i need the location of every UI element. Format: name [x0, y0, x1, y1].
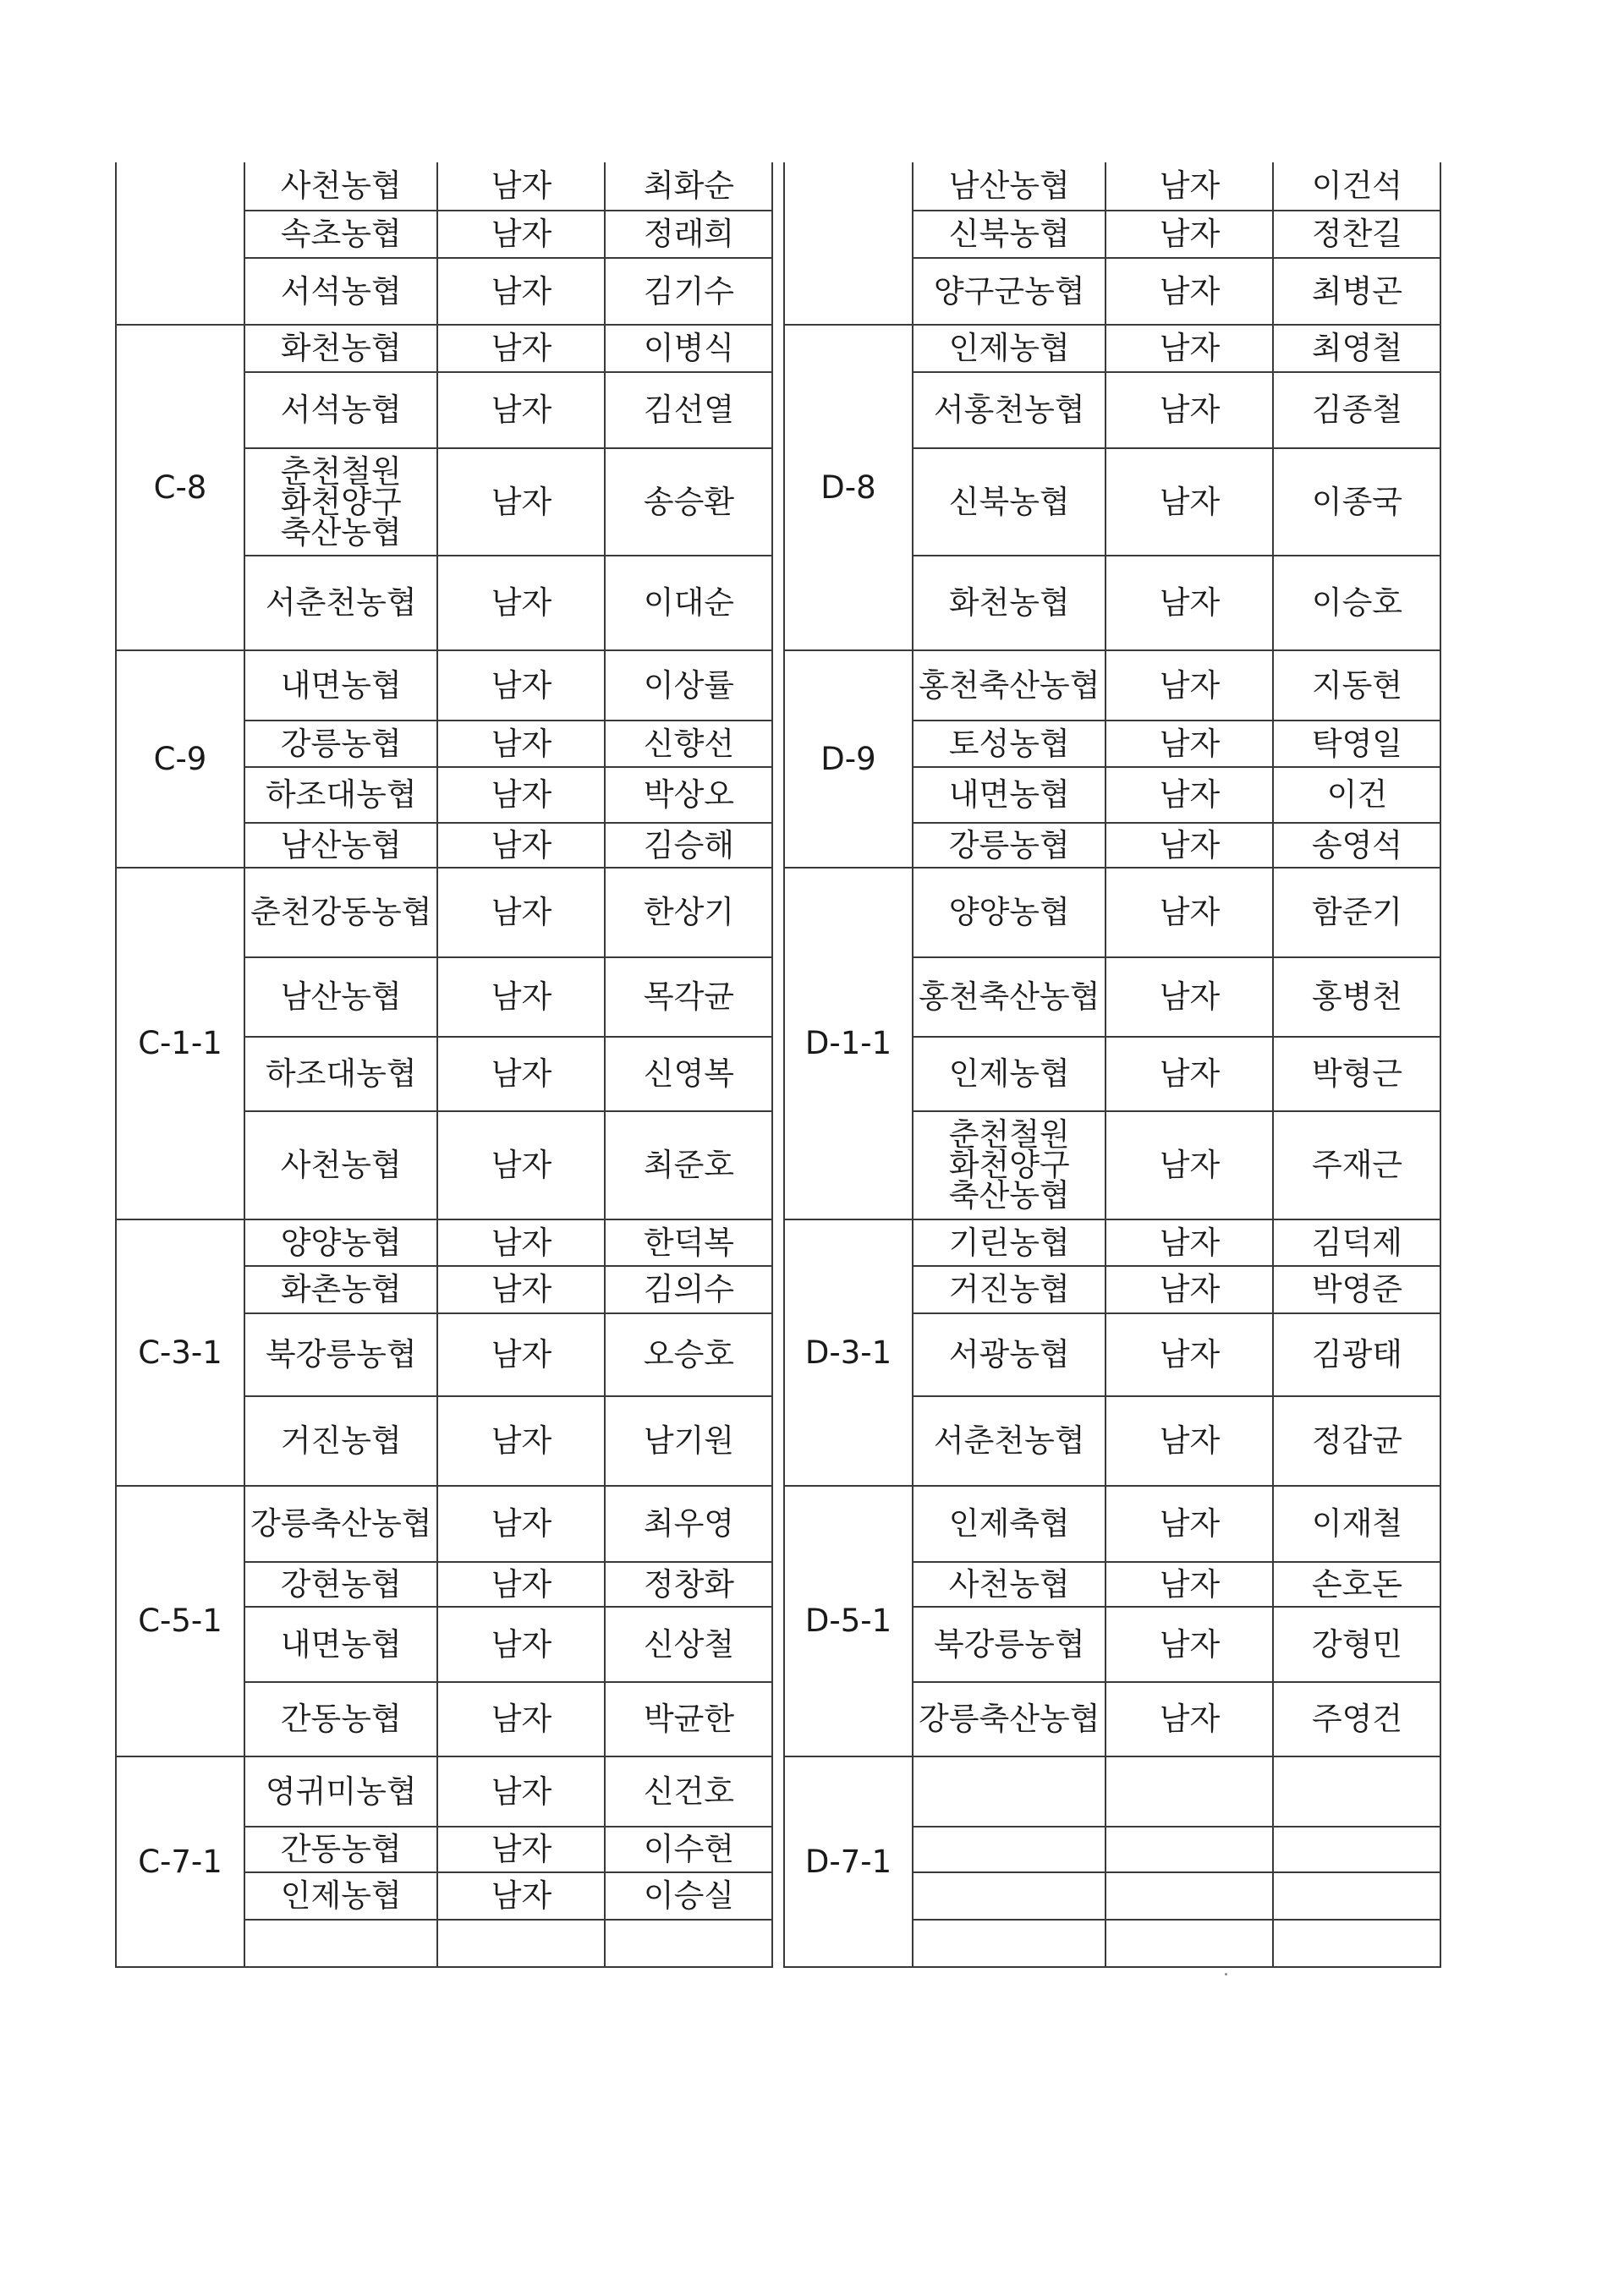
org-cell: 인제축협 — [913, 1486, 1106, 1562]
name-cell: 최병곤 — [1273, 258, 1440, 325]
group-label: C-8 — [116, 325, 244, 650]
org-cell: 양양농협 — [913, 868, 1106, 957]
gender-cell: 남자 — [437, 325, 605, 372]
name-cell: 이승호 — [1273, 556, 1440, 650]
name-cell: 이종국 — [1273, 448, 1440, 556]
org-cell: 강릉축산농협 — [913, 1682, 1106, 1756]
gender-cell: 남자 — [437, 957, 605, 1037]
org-cell: 서홍천농협 — [913, 372, 1106, 448]
org-cell: 서석농협 — [244, 372, 437, 448]
group-label: D-7-1 — [784, 1756, 913, 1967]
org-cell: 춘천철원 화천양구 축산농협 — [913, 1111, 1106, 1219]
gender-cell: 남자 — [1106, 1396, 1273, 1486]
gender-cell: 남자 — [437, 823, 605, 868]
gender-cell: 남자 — [437, 650, 605, 721]
gender-cell — [437, 1920, 605, 1967]
group-label — [116, 162, 244, 325]
name-cell: 홍병천 — [1273, 957, 1440, 1037]
org-cell: 거진농협 — [913, 1266, 1106, 1313]
name-cell: 이건 — [1273, 767, 1440, 823]
table-row — [784, 1486, 1440, 1562]
org-cell: 간동농협 — [244, 1682, 437, 1756]
gender-cell: 남자 — [1106, 1219, 1273, 1266]
org-cell: 화천농협 — [244, 325, 437, 372]
name-cell: 김기수 — [605, 258, 772, 325]
gender-cell: 남자 — [1106, 258, 1273, 325]
gender-cell: 남자 — [437, 721, 605, 767]
name-cell: 신향선 — [605, 721, 772, 767]
org-cell: 사천농협 — [244, 1111, 437, 1219]
name-cell: 박영준 — [1273, 1266, 1440, 1313]
name-cell: 탁영일 — [1273, 721, 1440, 767]
name-cell: 정찬길 — [1273, 211, 1440, 258]
org-cell: 기린농협 — [913, 1219, 1106, 1266]
org-cell: 사천농협 — [913, 1562, 1106, 1607]
name-cell: 한상기 — [605, 868, 772, 957]
name-cell: 이재철 — [1273, 1486, 1440, 1562]
gender-cell: 남자 — [1106, 372, 1273, 448]
name-cell: 이대순 — [605, 556, 772, 650]
org-cell: 강릉농협 — [244, 721, 437, 767]
table-row — [116, 325, 772, 372]
gender-cell — [1106, 1756, 1273, 1827]
name-cell: 정갑균 — [1273, 1396, 1440, 1486]
gender-cell: 남자 — [1106, 767, 1273, 823]
group-label: D-3-1 — [784, 1219, 913, 1486]
name-cell: 남기원 — [605, 1396, 772, 1486]
gender-cell: 남자 — [437, 211, 605, 258]
table-row — [784, 325, 1440, 372]
table-row — [784, 1219, 1440, 1266]
gender-cell: 남자 — [1106, 556, 1273, 650]
name-cell: 오승호 — [605, 1313, 772, 1396]
name-cell: 박상오 — [605, 767, 772, 823]
group-label: C-7-1 — [116, 1756, 244, 1967]
org-cell: 신북농협 — [913, 211, 1106, 258]
name-cell — [1273, 1756, 1440, 1827]
name-cell: 이승실 — [605, 1872, 772, 1920]
name-cell: 최우영 — [605, 1486, 772, 1562]
gender-cell: 남자 — [1106, 448, 1273, 556]
org-cell: 내면농협 — [244, 650, 437, 721]
org-cell: 남산농협 — [244, 823, 437, 868]
name-cell: 김종철 — [1273, 372, 1440, 448]
name-cell: 강형민 — [1273, 1607, 1440, 1682]
gender-cell: 남자 — [1106, 1037, 1273, 1111]
group-label: C-1-1 — [116, 868, 244, 1219]
name-cell: 김덕제 — [1273, 1219, 1440, 1266]
org-cell — [913, 1920, 1106, 1967]
org-cell: 내면농협 — [913, 767, 1106, 823]
org-cell: 양양농협 — [244, 1219, 437, 1266]
gender-cell: 남자 — [437, 1562, 605, 1607]
gender-cell: 남자 — [437, 448, 605, 556]
table-row — [116, 1756, 772, 1827]
name-cell: 주영건 — [1273, 1682, 1440, 1756]
gender-cell: 남자 — [1106, 1486, 1273, 1562]
gender-cell: 남자 — [437, 1756, 605, 1827]
org-cell: 간동농협 — [244, 1827, 437, 1872]
table-row — [784, 162, 1440, 211]
gender-cell: 남자 — [1106, 1562, 1273, 1607]
name-cell: 함준기 — [1273, 868, 1440, 957]
org-cell: 속초농협 — [244, 211, 437, 258]
org-cell: 남산농협 — [913, 162, 1106, 211]
name-cell: 박형근 — [1273, 1037, 1440, 1111]
org-cell — [913, 1872, 1106, 1920]
name-cell — [1273, 1872, 1440, 1920]
org-cell: 화촌농협 — [244, 1266, 437, 1313]
gender-cell: 남자 — [1106, 823, 1273, 868]
table-row — [116, 162, 772, 211]
name-cell: 박균한 — [605, 1682, 772, 1756]
org-cell — [244, 1920, 437, 1967]
org-cell: 강릉축산농협 — [244, 1486, 437, 1562]
name-cell: 최화순 — [605, 162, 772, 211]
left-bracket-table — [115, 162, 773, 1968]
name-cell: 신상철 — [605, 1607, 772, 1682]
name-cell: 김의수 — [605, 1266, 772, 1313]
gender-cell: 남자 — [1106, 957, 1273, 1037]
org-cell: 인제농협 — [913, 325, 1106, 372]
org-cell: 북강릉농협 — [244, 1313, 437, 1396]
name-cell: 주재근 — [1273, 1111, 1440, 1219]
name-cell: 이병식 — [605, 325, 772, 372]
group-label: C-3-1 — [116, 1219, 244, 1486]
gender-cell — [1106, 1920, 1273, 1967]
name-cell: 정래희 — [605, 211, 772, 258]
table-row — [116, 868, 772, 957]
org-cell: 서석농협 — [244, 258, 437, 325]
org-cell: 서춘천농협 — [913, 1396, 1106, 1486]
name-cell: 손호돈 — [1273, 1562, 1440, 1607]
gender-cell: 남자 — [437, 372, 605, 448]
name-cell: 신건호 — [605, 1756, 772, 1827]
table-row — [116, 1486, 772, 1562]
name-cell: 이건석 — [1273, 162, 1440, 211]
name-cell: 목각균 — [605, 957, 772, 1037]
gender-cell: 남자 — [437, 1607, 605, 1682]
org-cell: 내면농협 — [244, 1607, 437, 1682]
gender-cell: 남자 — [1106, 650, 1273, 721]
gender-cell: 남자 — [437, 162, 605, 211]
name-cell: 최영철 — [1273, 325, 1440, 372]
gender-cell: 남자 — [1106, 1313, 1273, 1396]
gender-cell: 남자 — [437, 1486, 605, 1562]
gender-cell: 남자 — [1106, 1111, 1273, 1219]
table-row — [784, 1756, 1440, 1827]
name-cell: 최준호 — [605, 1111, 772, 1219]
org-cell: 북강릉농협 — [913, 1607, 1106, 1682]
gender-cell: 남자 — [437, 556, 605, 650]
org-cell: 홍천축산농협 — [913, 957, 1106, 1037]
org-cell: 양구군농협 — [913, 258, 1106, 325]
gender-cell: 남자 — [437, 767, 605, 823]
org-cell: 강현농협 — [244, 1562, 437, 1607]
gender-cell: 남자 — [1106, 325, 1273, 372]
org-cell: 홍천축산농협 — [913, 650, 1106, 721]
group-label — [784, 162, 913, 325]
org-cell: 토성농협 — [913, 721, 1106, 767]
group-label: C-9 — [116, 650, 244, 868]
gender-cell: 남자 — [437, 868, 605, 957]
gender-cell: 남자 — [437, 1219, 605, 1266]
org-cell: 남산농협 — [244, 957, 437, 1037]
gender-cell: 남자 — [1106, 211, 1273, 258]
org-cell: 영귀미농협 — [244, 1756, 437, 1827]
org-cell: 강릉농협 — [913, 823, 1106, 868]
org-cell: 서광농협 — [913, 1313, 1106, 1396]
name-cell — [1273, 1920, 1440, 1967]
name-cell: 신영복 — [605, 1037, 772, 1111]
name-cell: 정창화 — [605, 1562, 772, 1607]
gender-cell: 남자 — [437, 1037, 605, 1111]
table-row — [784, 650, 1440, 721]
gender-cell: 남자 — [437, 1682, 605, 1756]
gender-cell: 남자 — [437, 1827, 605, 1872]
gender-cell: 남자 — [437, 258, 605, 325]
table-row — [116, 650, 772, 721]
gender-cell: 남자 — [1106, 868, 1273, 957]
gender-cell — [1106, 1827, 1273, 1872]
org-cell: 인제농협 — [244, 1872, 437, 1920]
right-bracket-table — [783, 162, 1441, 1968]
scan-speck — [1225, 1973, 1227, 1975]
name-cell: 지동현 — [1273, 650, 1440, 721]
org-cell: 인제농협 — [913, 1037, 1106, 1111]
org-cell: 거진농협 — [244, 1396, 437, 1486]
group-label: C-5-1 — [116, 1486, 244, 1756]
name-cell — [605, 1920, 772, 1967]
group-label: D-9 — [784, 650, 913, 868]
name-cell: 송영석 — [1273, 823, 1440, 868]
name-cell: 이상률 — [605, 650, 772, 721]
gender-cell: 남자 — [1106, 1266, 1273, 1313]
gender-cell: 남자 — [1106, 1607, 1273, 1682]
org-cell — [913, 1827, 1106, 1872]
org-cell: 춘천강동농협 — [244, 868, 437, 957]
org-cell: 하조대농협 — [244, 1037, 437, 1111]
table-row — [784, 868, 1440, 957]
org-cell: 하조대농협 — [244, 767, 437, 823]
org-cell: 춘천철원 화천양구 축산농협 — [244, 448, 437, 556]
gender-cell: 남자 — [1106, 721, 1273, 767]
name-cell — [1273, 1827, 1440, 1872]
org-cell: 사천농협 — [244, 162, 437, 211]
gender-cell: 남자 — [437, 1266, 605, 1313]
org-cell: 서춘천농협 — [244, 556, 437, 650]
org-cell: 신북농협 — [913, 448, 1106, 556]
group-label: D-5-1 — [784, 1486, 913, 1756]
gender-cell: 남자 — [1106, 1682, 1273, 1756]
name-cell: 이수현 — [605, 1827, 772, 1872]
name-cell: 김광태 — [1273, 1313, 1440, 1396]
gender-cell — [1106, 1872, 1273, 1920]
gender-cell: 남자 — [1106, 162, 1273, 211]
group-label: D-8 — [784, 325, 913, 650]
org-cell — [913, 1756, 1106, 1827]
table-row — [116, 1219, 772, 1266]
gender-cell: 남자 — [437, 1313, 605, 1396]
group-label: D-1-1 — [784, 868, 913, 1219]
gender-cell: 남자 — [437, 1396, 605, 1486]
name-cell: 한덕복 — [605, 1219, 772, 1266]
name-cell: 송승환 — [605, 448, 772, 556]
gender-cell: 남자 — [437, 1111, 605, 1219]
name-cell: 김선열 — [605, 372, 772, 448]
org-cell: 화천농협 — [913, 556, 1106, 650]
gender-cell: 남자 — [437, 1872, 605, 1920]
name-cell: 김승해 — [605, 823, 772, 868]
